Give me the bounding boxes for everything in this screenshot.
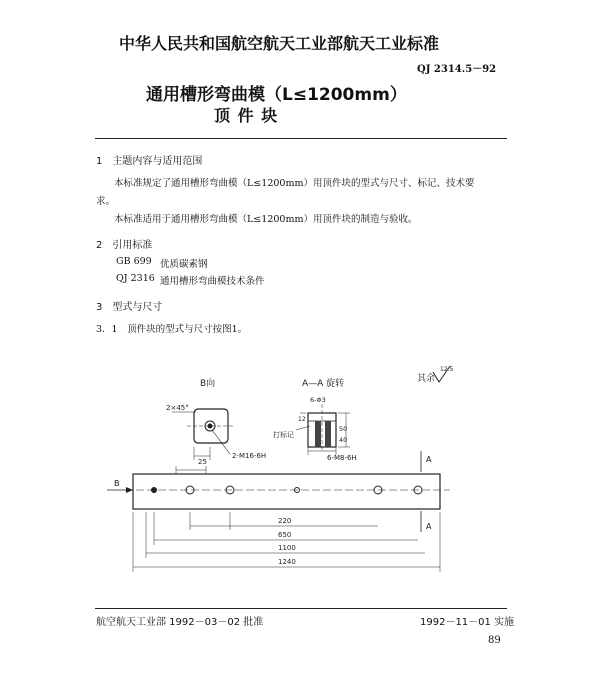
dim-25: 25 bbox=[198, 458, 207, 466]
section-aa-label: A—A 旋转 bbox=[302, 379, 345, 389]
thread-note: 2-M16-6H bbox=[232, 452, 267, 460]
dim-1240: 1240 bbox=[278, 558, 296, 566]
section-1-paragraph-cont: 求。 bbox=[96, 196, 116, 207]
dim-50: 50 bbox=[339, 425, 348, 433]
dim-12: 12 bbox=[298, 416, 306, 423]
dim-1100: 1100 bbox=[278, 544, 296, 552]
main-view bbox=[107, 451, 450, 572]
dim-220: 220 bbox=[278, 517, 292, 525]
section-1-paragraph-2: 本标准适用于通用槽形弯曲模（L≤1200mm）用顶件块的制造与验收。 bbox=[114, 214, 418, 225]
roughness-symbol bbox=[433, 366, 454, 382]
dim-40: 40 bbox=[339, 436, 348, 444]
ref-code: GB 699 bbox=[116, 256, 152, 267]
cut-a-bottom: A bbox=[426, 522, 432, 531]
ref-title: 优质碳素钢 bbox=[160, 259, 208, 270]
effective-date: 1992－11－01 实施 bbox=[420, 617, 515, 628]
issuer: 航空航天工业部 1992－03－02 批准 bbox=[96, 617, 264, 628]
section-3-heading: 3 型式与尺寸 bbox=[96, 302, 163, 313]
view-b bbox=[172, 409, 233, 460]
section-thread: 6-M8-6H bbox=[327, 454, 357, 462]
arrow-b-label: B bbox=[114, 479, 120, 488]
dim-650: 650 bbox=[278, 531, 292, 539]
ref-code: QJ 2316 bbox=[116, 273, 155, 284]
roughness-value: 12.5 bbox=[440, 366, 454, 373]
section-top-dim: 6-Φ3 bbox=[310, 396, 326, 404]
roughness-note: 其余 bbox=[417, 374, 436, 384]
doc-title: 通用槽形弯曲模（L≤1200mm） bbox=[146, 85, 407, 105]
standard-body: 中华人民共和国航空航天工业部航天工业标准 bbox=[119, 34, 440, 53]
standard-code: QJ 2314.5－92 bbox=[417, 64, 497, 75]
footer-rule bbox=[95, 608, 507, 609]
section-3-1-text: 3．1 顶件块的型式与尺寸按图1。 bbox=[96, 324, 248, 335]
section-1-paragraph: 本标准规定了通用槽形弯曲模（L≤1200mm）用顶件块的型式与尺寸、标记、技术要 bbox=[114, 178, 475, 189]
chamfer-dim: 2×45° bbox=[166, 404, 189, 412]
ref-title: 通用槽形弯曲模技术条件 bbox=[160, 276, 265, 287]
section-1-heading: 1 主题内容与适用范围 bbox=[96, 156, 203, 167]
marking-note: 打标记 bbox=[273, 431, 294, 439]
page-number: 89 bbox=[488, 635, 501, 646]
cut-a-top: A bbox=[426, 455, 432, 464]
section-2-heading: 2 引用标准 bbox=[96, 240, 153, 251]
doc-subtitle: 顶 件 块 bbox=[214, 106, 279, 125]
view-b-label: B向 bbox=[200, 379, 216, 389]
